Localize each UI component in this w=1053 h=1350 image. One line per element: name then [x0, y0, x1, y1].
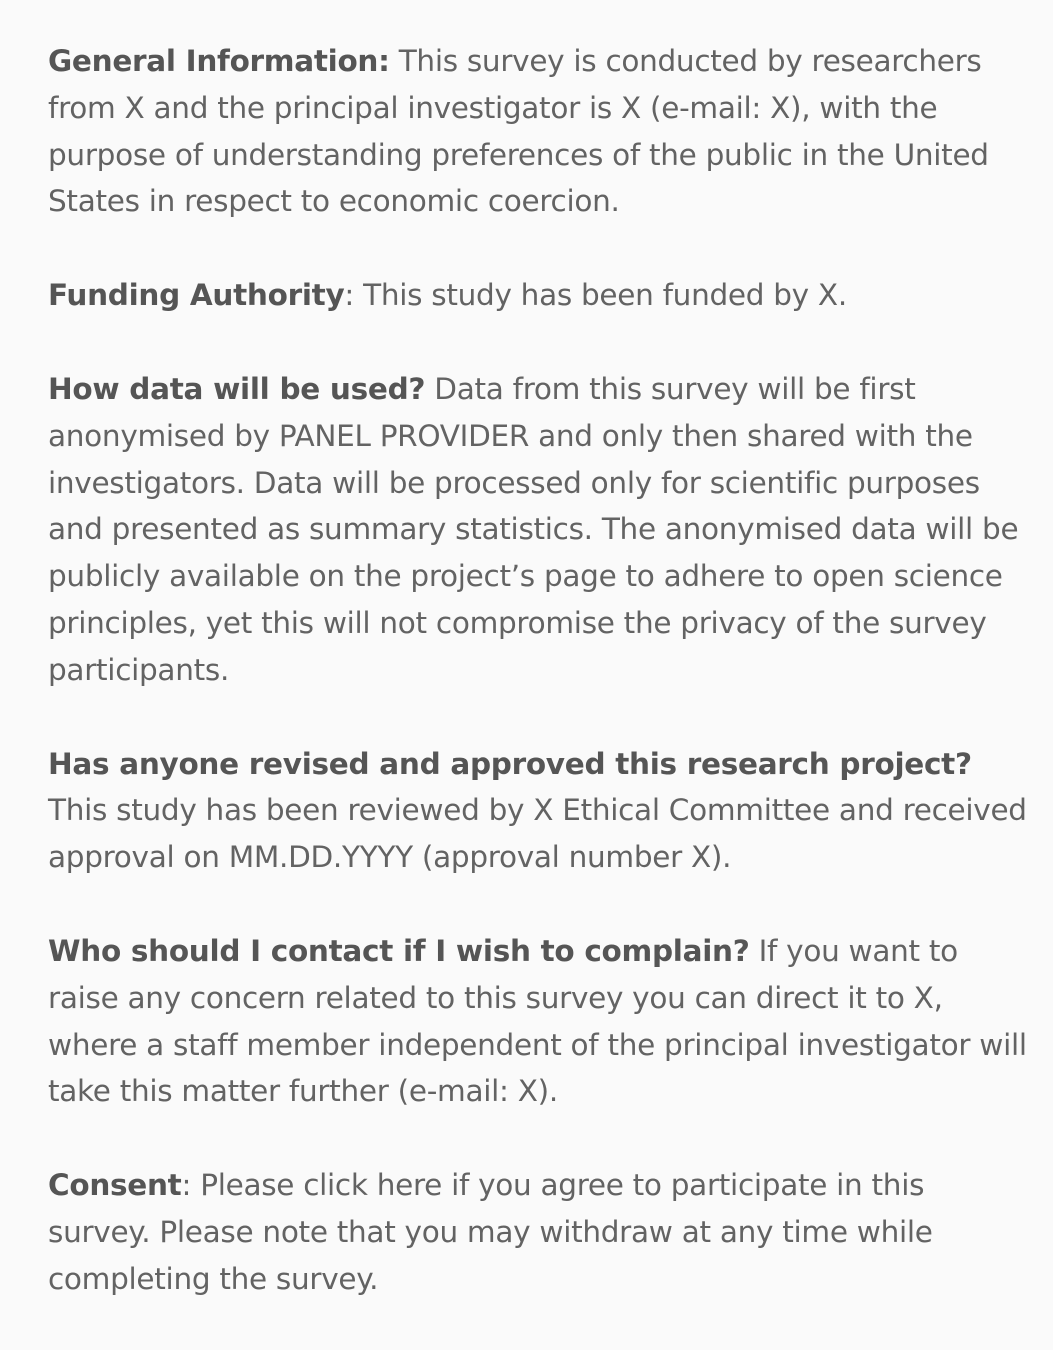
section-data-usage — [48, 366, 1033, 694]
section-ethics-approval — [48, 741, 1033, 881]
section-consent[interactable] — [48, 1162, 1033, 1302]
complaints-heading: Who should I contact if I wish to complain? — [48, 933, 750, 968]
data-usage-text: Data from this survey will be first anonymised by PANEL PROVIDER and only then shared with the investigators. Data will be processed only for scientific purposes and presented as summary statistics. The anonymised data will be publicly available on the project’s page to adhere to open science principles, yet this will not compromise the privacy of the survey participants. — [48, 371, 1019, 687]
consent-text[interactable]: : Please click here if you agree to participate in this survey. Please note that you may withdraw at any time while completing the survey. — [48, 1168, 933, 1296]
funding-authority-heading: Funding Authority — [48, 278, 345, 313]
section-general-information — [48, 38, 1033, 225]
complaints-text: If you want to raise any concern related to this survey you can direct it to X, where a staff member independent of the principal investigator will take this matter further (e-mail: X). — [48, 933, 1027, 1109]
data-usage-heading: How data will be used? — [48, 371, 426, 406]
ethics-approval-text: This study has been reviewed by X Ethical Committee and received approval on MM.DD.YYYY (approval number X). — [48, 793, 1027, 875]
section-complaints — [48, 928, 1033, 1115]
section-funding-authority — [48, 272, 1033, 319]
general-information-heading: General Information: — [48, 44, 390, 78]
ethics-approval-heading: Has anyone revised and approved this research project? — [48, 746, 972, 781]
consent-heading: Consent — [48, 1168, 182, 1203]
general-information-text: This survey is conducted by researchers from X and the principal investigator is X (e-mail: X), with the purpose of understanding preferences of the public in the United States in respect to economic coercion. — [48, 44, 989, 219]
funding-authority-text: : This study has been funded by X. — [344, 278, 847, 313]
